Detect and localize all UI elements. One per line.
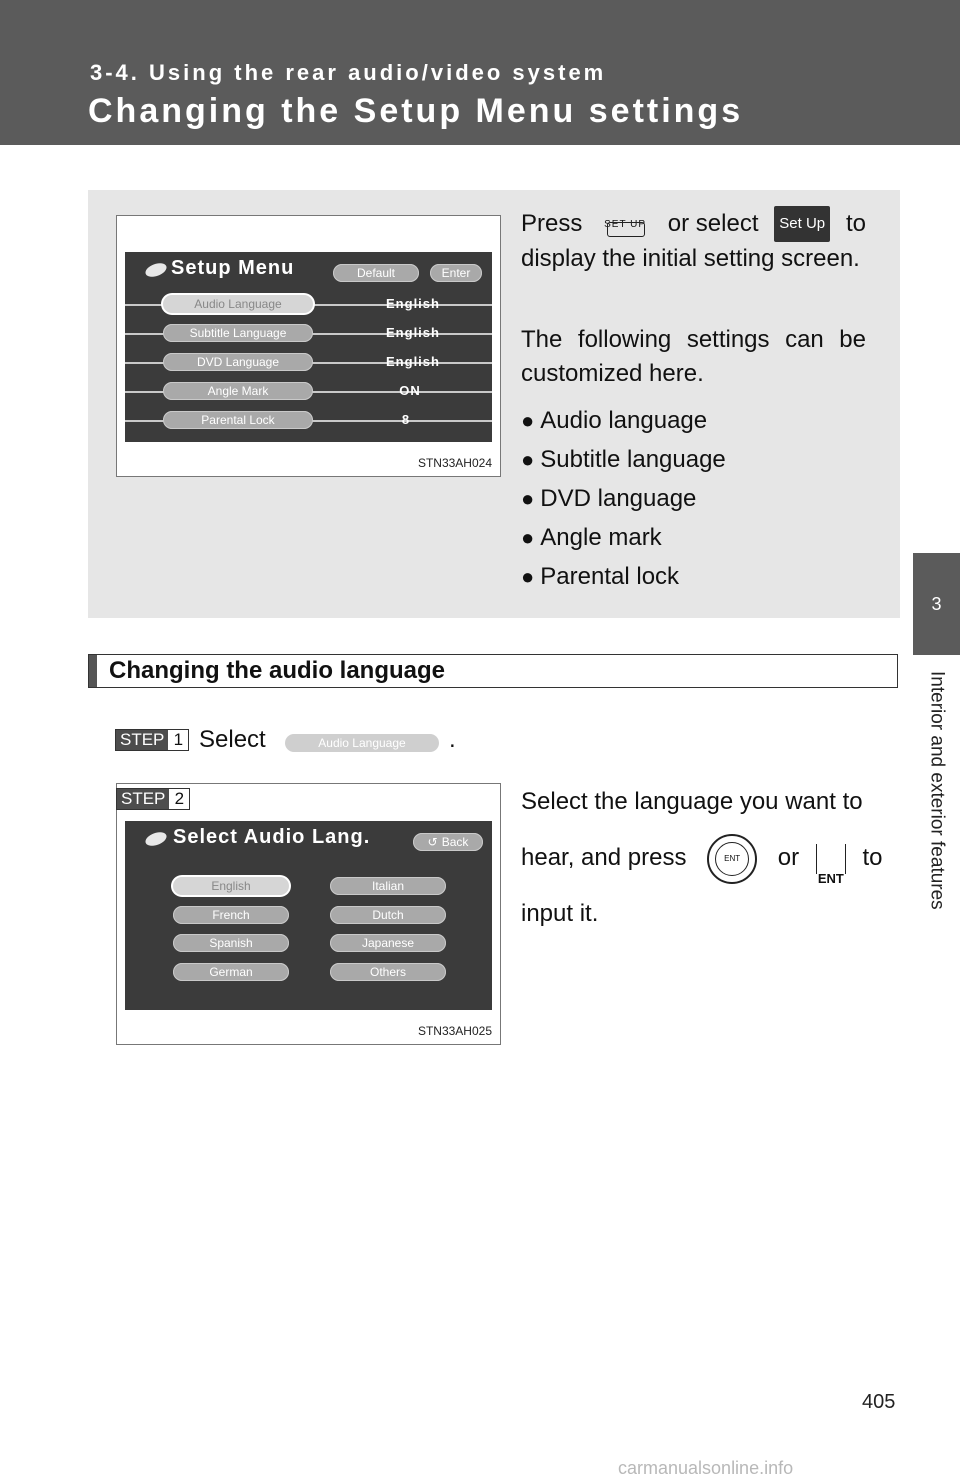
page-number: 405 [862, 1391, 896, 1413]
angle-mark-button[interactable]: Angle Mark [163, 382, 313, 400]
default-button[interactable]: Default [333, 264, 419, 282]
select-audio-lang-title: Select Audio Lang. [173, 826, 371, 848]
bullet-item: ● Audio language [521, 407, 708, 434]
audio-language-inline-button: Audio Language [285, 734, 439, 752]
ent-key-icon: ENT [816, 844, 846, 874]
menu-logo-icon [144, 261, 169, 280]
language-dutch-button[interactable]: Dutch [330, 906, 446, 924]
subtitle-language-button[interactable]: Subtitle Language [163, 324, 313, 342]
step2-badge: STEP 2 [116, 788, 190, 810]
language-french-button[interactable]: French [173, 906, 289, 924]
chapter-tab-label: Interior and exterior features [926, 671, 948, 910]
language-italian-button[interactable]: Italian [330, 877, 446, 895]
step2-text: Select the language you want to hear, and press ENT or ENT to input it. [521, 788, 883, 927]
intro-display-text: display the initial setting screen. [521, 245, 860, 272]
chapter-tab-number: 3 [913, 553, 960, 655]
dvd-language-button[interactable]: DVD Language [163, 353, 313, 371]
language-spanish-button[interactable]: Spanish [173, 934, 289, 952]
figure-select-audio-lang [116, 783, 501, 1045]
setup-screen-button: Set Up [774, 206, 830, 242]
intro-following-text: The following settings can be customized here. [521, 326, 866, 387]
language-english-button[interactable]: English [173, 877, 289, 895]
dvd-language-value: English [386, 354, 440, 369]
subsection-title: Changing the audio language [109, 657, 445, 684]
section-label: 3-4. Using the rear audio/video system [90, 60, 607, 85]
language-japanese-button[interactable]: Japanese [330, 934, 446, 952]
menu-logo-icon [144, 830, 169, 849]
setup-key-icon: SET UP [598, 206, 652, 242]
bullet-item: ● Parental lock [521, 563, 680, 590]
bullet-item: ● Subtitle language [521, 446, 726, 473]
step1-badge: STEP 1 [115, 729, 189, 751]
select-audio-lang-screen [125, 821, 492, 1010]
figure-setup-menu [116, 215, 501, 477]
step1-period: . [449, 726, 456, 753]
page-header [0, 0, 960, 145]
watermark: carmanualsonline.info [618, 1458, 794, 1478]
enter-button[interactable]: Enter [430, 264, 482, 282]
language-german-button[interactable]: German [173, 963, 289, 981]
setup-menu-screen [125, 252, 492, 442]
figure-code: STN33AH024 [417, 456, 492, 470]
intro-press-line: Press SET UP or select Set Up to display the initial setting screen. [521, 206, 866, 276]
audio-language-button[interactable]: Audio Language [163, 295, 313, 313]
parental-lock-button[interactable]: Parental Lock [163, 411, 313, 429]
bullet-item: ● Angle mark [521, 524, 662, 551]
back-button[interactable]: ↺ Back [413, 833, 483, 851]
back-arrow-icon: ↺ [427, 835, 438, 849]
angle-mark-value: ON [399, 383, 421, 398]
subtitle-language-value: English [386, 325, 440, 340]
language-others-button[interactable]: Others [330, 963, 446, 981]
figure-code: STN33AH025 [417, 1024, 492, 1038]
parental-lock-value: 8 [401, 412, 411, 427]
step1-text: Select [199, 726, 266, 753]
bullet-item: ● DVD language [521, 485, 697, 512]
setup-menu-title: Setup Menu [171, 257, 295, 279]
audio-language-value: English [386, 296, 440, 311]
ent-dial-icon: ENT [707, 834, 757, 884]
subsection-bar [89, 655, 97, 687]
page-title: Changing the Setup Menu settings [88, 92, 744, 130]
subsection-header [88, 654, 898, 688]
